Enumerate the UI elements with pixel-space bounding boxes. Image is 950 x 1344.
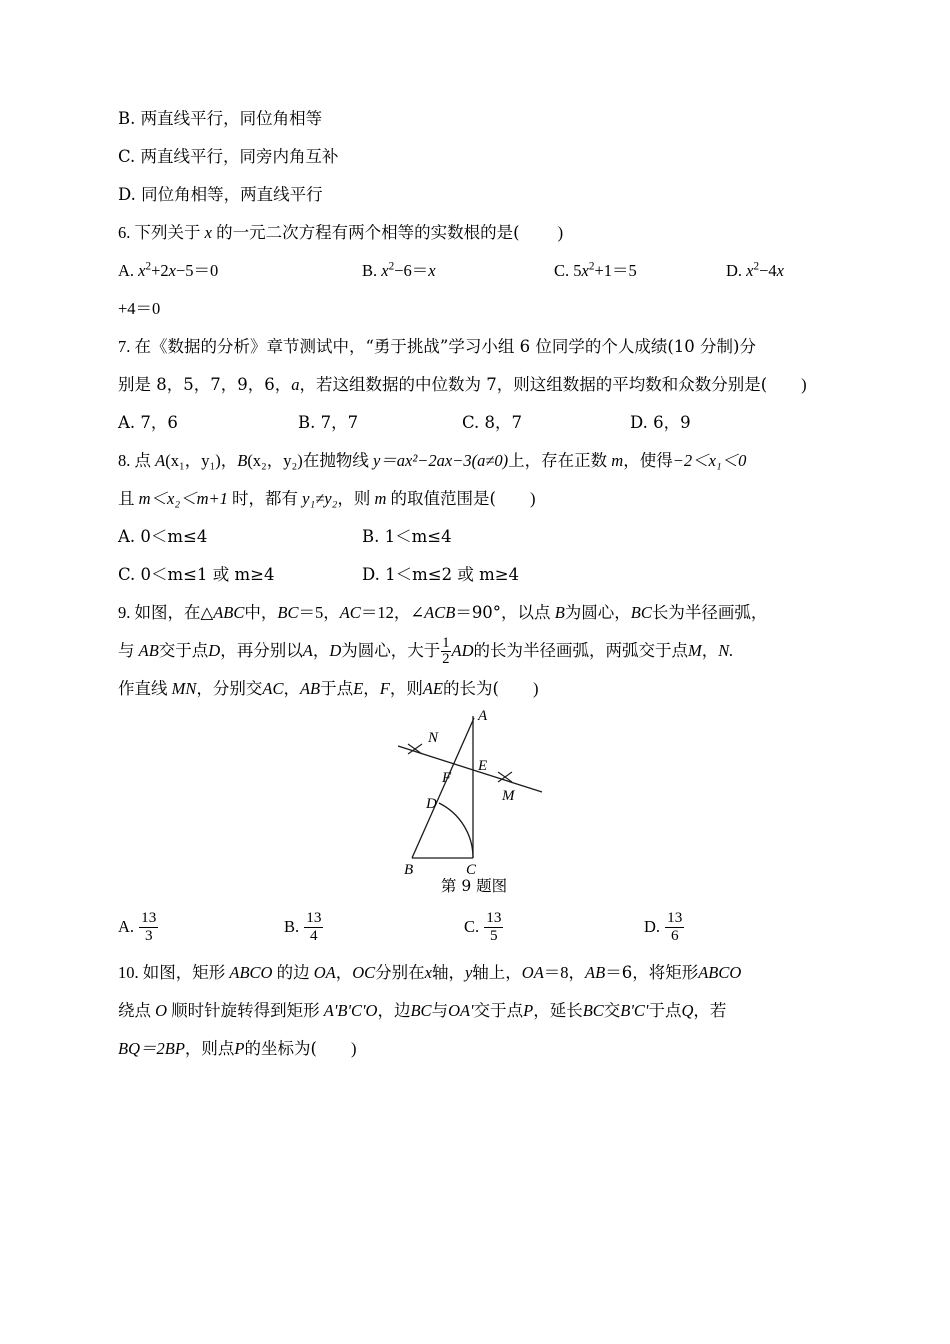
q8-options-row1 [118, 518, 830, 556]
q8-t8: ，则 [337, 489, 371, 508]
q8-range1: −2＜x₁＜0 [672, 451, 747, 470]
q10-t4: 分别在 [375, 963, 425, 982]
q5-option-c: C. 两直线平行，同旁内角互补 [118, 147, 339, 166]
arc-bc-to-d [439, 803, 473, 858]
q10-l3-close: ) [350, 1039, 357, 1058]
q10-t1: 如图，矩形 [142, 963, 226, 982]
q8-stem-line1 [118, 442, 830, 480]
q9-figure [118, 708, 830, 908]
q10-seg-bc-prime: B'C' [620, 1001, 649, 1020]
q9-pt-d2: D [329, 641, 342, 660]
q8-t3: 在抛物线 [302, 451, 369, 470]
q9-seg-ae: AE [422, 679, 443, 698]
q9-t19: ， [363, 679, 380, 698]
q10-seg-oa2: OA [521, 963, 544, 982]
q10-stem-line3 [118, 1030, 830, 1068]
q9-pt-n: N. [718, 641, 734, 660]
q10-axis-x: x [424, 963, 432, 982]
q8-equation: y＝ax²−2ax−3(a≠0) [372, 451, 509, 470]
q10-l3-t2: ，则点 [184, 1039, 235, 1058]
q10-l2-t5: 交于点 [473, 1001, 524, 1020]
q9-pt-e: E [353, 679, 364, 698]
q9-pt-b: B [554, 603, 565, 622]
q10-number: 10. [118, 963, 139, 982]
q10-relation-bq-bp: BQ＝2BP [118, 1039, 185, 1058]
q10-rect-abco: ABCO [229, 963, 273, 982]
q9-number: 9. [118, 603, 131, 622]
q9-stem-line2 [118, 632, 830, 670]
q7-stem-close: ) [801, 375, 807, 394]
q9-pt-a1: A [302, 641, 313, 660]
q9-seg-ac2: AC [262, 679, 284, 698]
q10-seg-bc: BC [410, 1001, 432, 1020]
q9-option-a: A. $\frac{13}{3}$ [118, 909, 157, 944]
q9-pt-f: F [379, 679, 390, 698]
q7-options-row [118, 404, 830, 442]
q9-t11: ， [312, 641, 330, 660]
q8-var-m1: m [611, 451, 624, 470]
q9-tri-abc: ABC [213, 603, 245, 622]
q7-option-c: C. 8，7 [462, 413, 523, 432]
figure-label-N: N [428, 730, 439, 746]
q9-option-a-fraction: $\frac{13}{3}$ [141, 909, 157, 944]
segment-ab [412, 718, 474, 858]
q6-stem-post: 的一元二次方程有两个相等的实数根的是( [216, 223, 520, 242]
q10-t8: ＝6，将矩形 [605, 963, 699, 982]
q9-t13: 的长为半径画弧，两弧交于点 [473, 641, 688, 660]
q7-stem-text1: 在《数据的分析》章节测试中，“勇于挑战”学习小组 6 位同学的个人成绩(10 分制)分 [134, 337, 756, 356]
q9-seg-ad: AD [451, 641, 474, 660]
q9-option-b-fraction: $\frac{13}{4}$ [306, 909, 322, 944]
q9-stem-line3 [118, 670, 830, 708]
q9-t20: ，则 [389, 679, 423, 698]
q6-option-b: B. $x^2-6=x$ [362, 260, 436, 280]
q9-t2: 中， [244, 603, 278, 622]
q10-seg-bc2: BC [582, 1001, 604, 1020]
q9-seg-ab2: AB [299, 679, 321, 698]
q8-t9: 的取值范围是( [390, 489, 496, 508]
q10-l2-t7: 交 [603, 1001, 621, 1020]
q10-l2-t3: ，边 [377, 1001, 411, 1020]
q7-stem-var: a [291, 375, 300, 394]
q10-seg-ab: AB [585, 963, 606, 982]
q10-l2-t4: 与 [431, 1001, 449, 1020]
q7-stem-line2 [118, 366, 830, 404]
q10-stem-line1 [118, 954, 830, 992]
q7-option-a: A. 7，6 [118, 413, 178, 432]
q9-t7: 长为半径画弧， [651, 603, 768, 622]
q9-t4: ＝12，∠ [360, 603, 425, 622]
q8-var-m2: m [374, 489, 387, 508]
q6-stem-close: ) [557, 223, 564, 242]
q9-t17: ， [283, 679, 300, 698]
q10-l3-t3: 的坐标为( [244, 1039, 317, 1058]
figure-label-C: C [466, 862, 477, 878]
q7-option-b: B. 7，7 [298, 413, 359, 432]
q8-point-b: B [237, 451, 248, 470]
q10-seg-oc: OC [352, 963, 376, 982]
q6-option-c: C. $5x^2+1=5$ [554, 260, 637, 280]
q10-pt-p2: P [234, 1039, 245, 1058]
q8-option-b: B. 1＜m≤4 [362, 527, 452, 546]
q7-stem-text2a: 别是 8，5，7，9，6， [118, 375, 292, 394]
q9-t9: 交于点 [158, 641, 209, 660]
q7-option-d: D. 6，9 [630, 413, 691, 432]
q8-t5: ，使得 [623, 451, 673, 470]
q9-option-d-fraction: $\frac{13}{6}$ [667, 909, 683, 944]
q9-line-mn: MN [171, 679, 197, 698]
q9-half-fraction [441, 636, 450, 667]
q10-l2-t6: ，延长 [533, 1001, 583, 1020]
q9-option-c: C. $\frac{13}{5}$ [464, 909, 502, 944]
figure-label-F: F [442, 770, 452, 786]
q9-seg-bc1: BC [277, 603, 299, 622]
q10-l2-t1: 绕点 [118, 1001, 151, 1020]
q8-option-a: A. 0＜m≤4 [118, 527, 208, 546]
q8-t2: ， [220, 451, 238, 470]
q9-t1: 如图，在△ [134, 603, 214, 622]
q8-point-a-sub: (x₁，y₁) [165, 451, 221, 470]
q8-stem-line2 [118, 480, 830, 518]
q9-t14: ， [701, 641, 719, 660]
q6-stem-var: x [204, 223, 212, 242]
q9-option-c-fraction: $\frac{13}{5}$ [486, 909, 502, 944]
q9-stem-line1 [118, 594, 830, 632]
q10-pt-o: O [155, 1001, 168, 1020]
q6-stem [118, 214, 830, 252]
q9-option-b: B. $\frac{13}{4}$ [284, 909, 322, 944]
q9-pt-m: M [688, 641, 702, 660]
q9-seg-ab1: AB [138, 641, 159, 660]
q8-close: ) [529, 489, 536, 508]
q9-t3: ＝5， [298, 603, 340, 622]
q10-seg-oa-prime: OA' [448, 1001, 474, 1020]
q9-frac-den: 2 [442, 650, 450, 667]
q10-stem-line2 [118, 992, 830, 1030]
q8-t7: 时，都有 [232, 489, 299, 508]
q8-point-b-sub: (x₂，y₂) [247, 451, 303, 470]
q10-t7: ＝8， [543, 963, 586, 982]
q8-number: 8. [118, 451, 131, 470]
q9-seg-bc2: BC [630, 603, 652, 622]
q9-t5: ＝90°，以点 [455, 603, 551, 622]
q9-t6: 为圆心， [564, 603, 631, 622]
q8-options-row2 [118, 556, 830, 594]
q8-t4: 上，存在正数 [508, 451, 608, 470]
figure-label-A: A [478, 708, 488, 724]
page-content [118, 100, 830, 1068]
q9-t21: 的长为( [443, 679, 499, 698]
q8-option-d: D. 1＜m≤2 或 m≥4 [362, 565, 520, 584]
q9-options-row [118, 908, 830, 954]
q10-seg-oa: OA [313, 963, 336, 982]
q6-stem-pre: 下列关于 [134, 223, 201, 242]
q10-rect-abco-prime: A'B'C'O [323, 1001, 378, 1020]
q9-seg-ac1: AC [339, 603, 361, 622]
figure-label-B: B [404, 862, 414, 878]
q9-t18: 于点 [320, 679, 354, 698]
q7-stem-line1 [118, 328, 830, 366]
q5-option-d: D. 同位角相等，两直线平行 [118, 185, 323, 204]
q10-t6: 轴上， [472, 963, 522, 982]
q9-pt-d1: D [208, 641, 221, 660]
q7-stem-text2b: ，若这组数据的中位数为 7，则这组数据的平均数和众数分别是( [299, 375, 768, 394]
q9-t16: ，分别交 [196, 679, 263, 698]
q8-point-a: A [155, 451, 166, 470]
q8-range2: m＜x₂＜m+1 [138, 489, 228, 508]
q9-t8: 与 [118, 641, 135, 660]
q10-t2: 的边 [276, 963, 310, 982]
q6-options-row [118, 252, 830, 290]
q9-option-d: D. $\frac{13}{6}$ [644, 909, 683, 944]
q10-pt-p: P [523, 1001, 534, 1020]
q5-option-b: B. 两直线平行，同位角相等 [118, 109, 323, 128]
q10-l2-t2: 顺时针旋转得到矩形 [171, 1001, 320, 1020]
q8-t1: 点 [134, 451, 151, 470]
figure-label-E: E [478, 758, 488, 774]
figure-label-D: D [426, 796, 437, 812]
q9-ang-acb: ACB [424, 603, 456, 622]
q9-t12: 为圆心，大于 [341, 641, 441, 660]
q8-t6: 且 [118, 489, 135, 508]
figure-label-M: M [502, 788, 515, 804]
q6-option-a: A. $x^2+2x-5=0$ [118, 260, 219, 280]
q9-figure-caption: 第 9 题图 [440, 877, 508, 895]
q6-option-d-wrap: +4＝0 [118, 299, 161, 318]
q10-t5: 轴， [431, 963, 465, 982]
q9-t15: 作直线 [118, 679, 168, 698]
q6-number: 6. [118, 223, 131, 242]
q9-geometry-diagram [390, 708, 580, 878]
q10-t3: ， [335, 963, 353, 982]
q10-rect-abco2: ABCO [698, 963, 742, 982]
q10-pt-q: Q [681, 1001, 694, 1020]
q8-yrel: y₁≠y₂ [302, 489, 338, 508]
q10-axis-y: y [464, 963, 473, 982]
q9-close: ) [532, 679, 539, 698]
q10-l2-t8: 于点 [648, 1001, 682, 1020]
q10-l2-t9: ，若 [693, 1001, 727, 1020]
q9-t10: ，再分别以 [220, 641, 303, 660]
q9-frac-num: 1 [442, 635, 450, 652]
q7-number: 7. [118, 337, 131, 356]
q6-option-d: D. $x^2-4x$ [726, 260, 784, 280]
q8-option-c: C. 0＜m≤1 或 m≥4 [118, 565, 275, 584]
